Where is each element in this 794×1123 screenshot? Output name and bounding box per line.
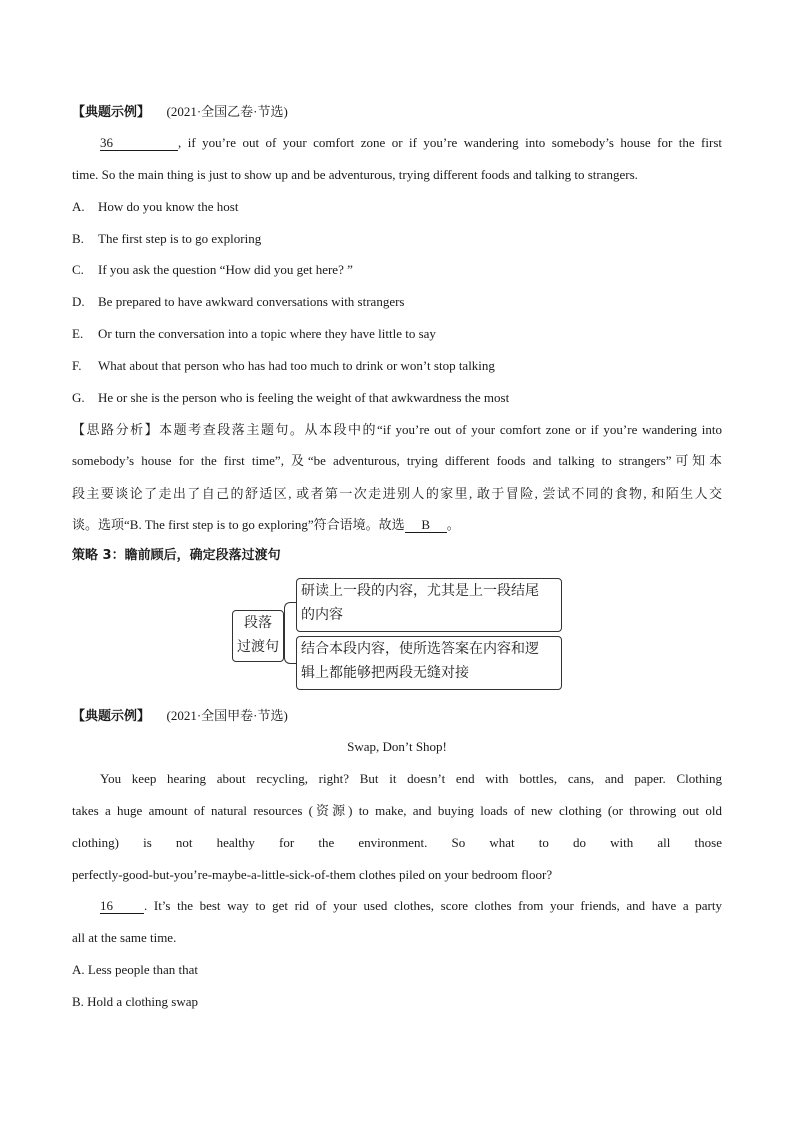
example2-p1-line1: You keep hearing about recycling, right? But it doesn’t end with bottles, cans, and paper. Clothing: [100, 771, 722, 786]
example2-header: [72, 707, 722, 726]
analysis-line2: somebody’s house for the first time”, 及“be adventurous, trying different foods and talking to strangers”可知本: [72, 453, 722, 468]
analysis-answer: B: [405, 518, 447, 533]
example1-option-f: F. What about that person who has had too much to drink or won’t stop talking: [72, 358, 495, 373]
example1-source: (2021·全国乙卷·节选): [166, 104, 288, 119]
example1-option-d: D. Be prepared to have awkward conversations with strangers: [72, 294, 405, 309]
example2-tag: 【典题示例】: [72, 709, 151, 724]
analysis-line3: 段主要谈论了走出了自己的舒适区, 或者第一次走进别人的家里, 敢于冒险, 尝试不同的食物, 和陌生人交: [72, 486, 722, 501]
example1-para-line1: 36 , if you’re out of your comfort zone or if you’re wandering into somebody’s house for the first: [100, 135, 722, 150]
example2-title: Swap, Don’t Shop!: [347, 739, 447, 754]
example2-p1-line4: perfectly-good-but-you’re-maybe-a-little-sick-of-them clothes piled on your bedroom floor?: [72, 867, 553, 882]
example2-source: (2021·全国甲卷·节选): [166, 708, 288, 723]
diagram-left-box: 段落 过渡句: [232, 610, 284, 662]
example2-p1-line3: clothing) is not healthy for the environment. So what to do with all those: [72, 835, 722, 850]
example1-para-line2: time. So the main thing is just to show up and be adventurous, trying different foods and talking to strangers.: [72, 167, 638, 182]
analysis-line4: 谈。选项“B. The first step is to go exploring”符合语境。故选 B 。: [72, 517, 460, 532]
example1-option-e: E. Or turn the conversation into a topic where they have little to say: [72, 326, 436, 341]
example1-header: [72, 103, 722, 122]
diagram-box-1: 研读上一段的内容，尤其是上一段结尾 的内容: [296, 578, 562, 632]
example1-option-b: B. The first step is to go exploring: [72, 231, 262, 246]
example2-blank-16: 16: [100, 899, 144, 914]
example2-p2-line1: 16 . It’s the best way to get rid of your used clothes, score clothes from your friends, and have a party: [100, 898, 722, 913]
analysis-line1: 【思路分析】本题考查段落主题句。从本段中的“if you’re out of your comfort zone or if you’re wandering into: [72, 422, 722, 437]
example2-p1-line2: takes a huge amount of natural resources (资源) to make, and buying loads of new clothing (or throwing out old: [72, 803, 722, 818]
example1-option-c: C. If you ask the question “How did you get here? ”: [72, 262, 353, 277]
example1-option-a: A. How do you know the host: [72, 199, 239, 214]
example2-p2-line2: all at the same time.: [72, 930, 177, 945]
strategy-title: 策略 3：瞻前顾后，确定段落过渡句: [72, 548, 281, 563]
example2-option-a: A. Less people than that: [72, 962, 198, 977]
transition-diagram: [232, 578, 556, 692]
diagram-box-2: 结合本段内容，使所选答案在内容和逻 辑上都能够把两段无缝对接: [296, 636, 562, 690]
example1-blank-36: 36: [100, 136, 178, 151]
example1-tag: 【典题示例】: [72, 105, 151, 120]
example2-option-b: B. Hold a clothing swap: [72, 994, 199, 1009]
example1-option-g: G. He or she is the person who is feeling the weight of that awkwardness the most: [72, 390, 510, 405]
